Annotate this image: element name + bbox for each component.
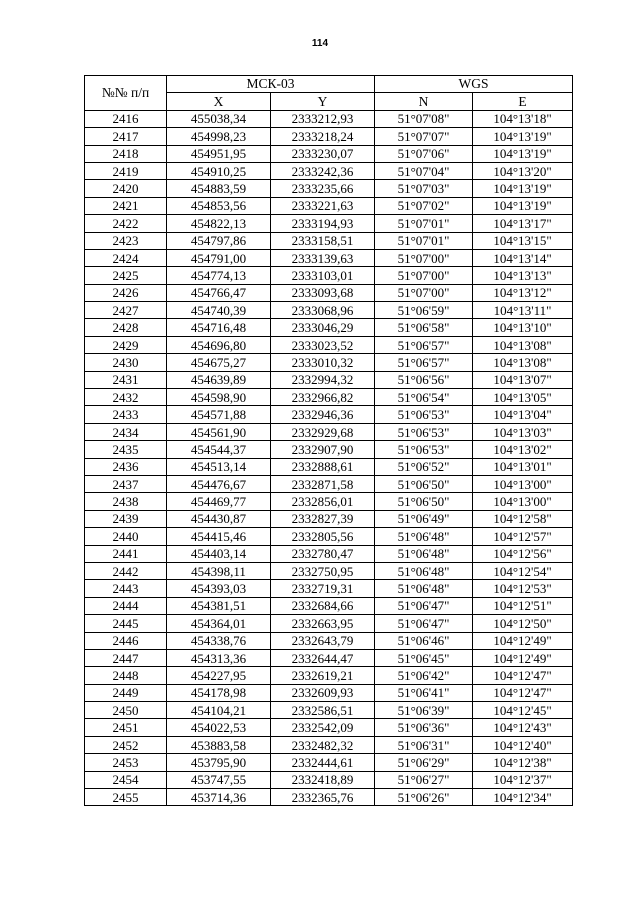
table-row (85, 215, 573, 232)
table-row (85, 475, 573, 492)
cell-x: 454675,27 (167, 354, 271, 371)
cell-e: 104°13'15" (473, 232, 573, 249)
cell-n: 51°07'00" (375, 284, 473, 301)
cell-x: 454430,87 (167, 510, 271, 527)
cell-y: 2333218,24 (271, 128, 375, 145)
cell-point-number: 2455 (85, 789, 167, 806)
table-row (85, 371, 573, 388)
table-row (85, 545, 573, 562)
cell-n: 51°06'48" (375, 580, 473, 597)
cell-point-number: 2426 (85, 284, 167, 301)
cell-x: 454313,36 (167, 649, 271, 666)
cell-x: 453795,90 (167, 754, 271, 771)
cell-y: 2332586,51 (271, 702, 375, 719)
cell-y: 2332805,56 (271, 528, 375, 545)
table-row (85, 736, 573, 753)
cell-x: 454561,90 (167, 423, 271, 440)
cell-y: 2332643,79 (271, 632, 375, 649)
cell-n: 51°07'01" (375, 215, 473, 232)
cell-point-number: 2430 (85, 354, 167, 371)
cell-y: 2333158,51 (271, 232, 375, 249)
cell-point-number: 2421 (85, 197, 167, 214)
table-row (85, 354, 573, 371)
header-n: N (375, 93, 473, 110)
cell-point-number: 2420 (85, 180, 167, 197)
cell-x: 454791,00 (167, 249, 271, 266)
cell-x: 454398,11 (167, 562, 271, 579)
table-row (85, 389, 573, 406)
cell-x: 454571,88 (167, 406, 271, 423)
cell-e: 104°13'19" (473, 128, 573, 145)
cell-e: 104°13'00" (473, 475, 573, 492)
cell-n: 51°06'26" (375, 789, 473, 806)
cell-x: 454415,46 (167, 528, 271, 545)
cell-e: 104°12'45" (473, 702, 573, 719)
cell-e: 104°13'05" (473, 389, 573, 406)
cell-x: 454696,80 (167, 336, 271, 353)
cell-point-number: 2446 (85, 632, 167, 649)
cell-x: 454338,76 (167, 632, 271, 649)
header-group-msk: МСК-03 (167, 76, 375, 93)
cell-y: 2332719,31 (271, 580, 375, 597)
cell-x: 454513,14 (167, 458, 271, 475)
cell-x: 454822,13 (167, 215, 271, 232)
cell-point-number: 2442 (85, 562, 167, 579)
cell-y: 2332827,39 (271, 510, 375, 527)
cell-n: 51°06'48" (375, 528, 473, 545)
cell-n: 51°06'47" (375, 597, 473, 614)
cell-x: 454766,47 (167, 284, 271, 301)
cell-y: 2333212,93 (271, 110, 375, 127)
cell-x: 454178,98 (167, 684, 271, 701)
cell-point-number: 2432 (85, 389, 167, 406)
cell-y: 2332871,58 (271, 475, 375, 492)
cell-e: 104°12'56" (473, 545, 573, 562)
cell-y: 2332907,90 (271, 441, 375, 458)
cell-point-number: 2425 (85, 267, 167, 284)
table-row (85, 423, 573, 440)
cell-y: 2332644,47 (271, 649, 375, 666)
cell-n: 51°06'59" (375, 302, 473, 319)
cell-e: 104°13'04" (473, 406, 573, 423)
cell-n: 51°06'52" (375, 458, 473, 475)
cell-e: 104°13'01" (473, 458, 573, 475)
cell-n: 51°06'46" (375, 632, 473, 649)
cell-x: 453883,58 (167, 736, 271, 753)
cell-x: 454998,23 (167, 128, 271, 145)
cell-n: 51°06'56" (375, 371, 473, 388)
cell-point-number: 2441 (85, 545, 167, 562)
cell-y: 2332482,32 (271, 736, 375, 753)
table-row (85, 110, 573, 127)
cell-y: 2332542,09 (271, 719, 375, 736)
cell-n: 51°07'00" (375, 249, 473, 266)
cell-y: 2333221,63 (271, 197, 375, 214)
cell-e: 104°12'37" (473, 771, 573, 788)
cell-e: 104°13'19" (473, 180, 573, 197)
cell-x: 454598,90 (167, 389, 271, 406)
cell-y: 2332444,61 (271, 754, 375, 771)
cell-y: 2332750,95 (271, 562, 375, 579)
cell-n: 51°06'42" (375, 667, 473, 684)
table-row (85, 302, 573, 319)
table-row (85, 441, 573, 458)
cell-n: 51°06'49" (375, 510, 473, 527)
cell-e: 104°12'49" (473, 632, 573, 649)
table-row (85, 580, 573, 597)
table-row (85, 458, 573, 475)
header-row-groups (85, 76, 573, 93)
cell-e: 104°13'02" (473, 441, 573, 458)
cell-n: 51°06'54" (375, 389, 473, 406)
cell-point-number: 2431 (85, 371, 167, 388)
cell-y: 2332609,93 (271, 684, 375, 701)
cell-x: 454381,51 (167, 597, 271, 614)
table-row (85, 789, 573, 806)
cell-y: 2333010,32 (271, 354, 375, 371)
table-row (85, 632, 573, 649)
cell-x: 453747,55 (167, 771, 271, 788)
cell-n: 51°07'01" (375, 232, 473, 249)
table-row (85, 336, 573, 353)
cell-n: 51°06'53" (375, 423, 473, 440)
cell-y: 2332780,47 (271, 545, 375, 562)
cell-n: 51°06'41" (375, 684, 473, 701)
table-row (85, 162, 573, 179)
cell-point-number: 2452 (85, 736, 167, 753)
cell-e: 104°12'58" (473, 510, 573, 527)
cell-y: 2333230,07 (271, 145, 375, 162)
cell-x: 454393,03 (167, 580, 271, 597)
cell-x: 454544,37 (167, 441, 271, 458)
cell-point-number: 2443 (85, 580, 167, 597)
table-row (85, 232, 573, 249)
table-row (85, 267, 573, 284)
table-row (85, 649, 573, 666)
cell-n: 51°07'03" (375, 180, 473, 197)
table-row (85, 702, 573, 719)
table-row (85, 284, 573, 301)
header-x: X (167, 93, 271, 110)
cell-x: 454639,89 (167, 371, 271, 388)
cell-n: 51°06'58" (375, 319, 473, 336)
table-row (85, 684, 573, 701)
cell-n: 51°06'31" (375, 736, 473, 753)
cell-x: 454022,53 (167, 719, 271, 736)
cell-y: 2332929,68 (271, 423, 375, 440)
cell-point-number: 2448 (85, 667, 167, 684)
cell-y: 2332888,61 (271, 458, 375, 475)
cell-x: 454476,67 (167, 475, 271, 492)
cell-n: 51°07'08" (375, 110, 473, 127)
cell-e: 104°12'57" (473, 528, 573, 545)
cell-point-number: 2439 (85, 510, 167, 527)
table-row (85, 180, 573, 197)
cell-y: 2333023,52 (271, 336, 375, 353)
cell-point-number: 2454 (85, 771, 167, 788)
cell-point-number: 2438 (85, 493, 167, 510)
cell-e: 104°13'20" (473, 162, 573, 179)
table-row (85, 406, 573, 423)
cell-point-number: 2450 (85, 702, 167, 719)
table-row (85, 615, 573, 632)
table-header (85, 76, 573, 111)
cell-point-number: 2419 (85, 162, 167, 179)
cell-n: 51°07'06" (375, 145, 473, 162)
cell-point-number: 2451 (85, 719, 167, 736)
table-row (85, 197, 573, 214)
cell-n: 51°06'39" (375, 702, 473, 719)
cell-x: 454740,39 (167, 302, 271, 319)
cell-point-number: 2447 (85, 649, 167, 666)
cell-y: 2333139,63 (271, 249, 375, 266)
cell-n: 51°06'53" (375, 441, 473, 458)
cell-e: 104°12'47" (473, 667, 573, 684)
cell-x: 454910,25 (167, 162, 271, 179)
cell-x: 454104,21 (167, 702, 271, 719)
cell-x: 454797,86 (167, 232, 271, 249)
cell-point-number: 2444 (85, 597, 167, 614)
cell-e: 104°13'08" (473, 336, 573, 353)
header-point-number: №№ п/п (85, 76, 167, 111)
cell-n: 51°07'04" (375, 162, 473, 179)
cell-point-number: 2449 (85, 684, 167, 701)
table-row (85, 562, 573, 579)
cell-n: 51°06'50" (375, 493, 473, 510)
cell-point-number: 2435 (85, 441, 167, 458)
cell-e: 104°13'13" (473, 267, 573, 284)
cell-y: 2332966,82 (271, 389, 375, 406)
table-row (85, 771, 573, 788)
cell-x: 455038,34 (167, 110, 271, 127)
cell-e: 104°13'03" (473, 423, 573, 440)
cell-e: 104°12'34" (473, 789, 573, 806)
table-row (85, 719, 573, 736)
cell-y: 2333242,36 (271, 162, 375, 179)
cell-e: 104°13'19" (473, 197, 573, 214)
page-number: 114 (311, 38, 329, 49)
table-row (85, 667, 573, 684)
cell-y: 2332684,66 (271, 597, 375, 614)
cell-x: 454951,95 (167, 145, 271, 162)
cell-x: 454227,95 (167, 667, 271, 684)
cell-n: 51°06'53" (375, 406, 473, 423)
cell-n: 51°06'48" (375, 562, 473, 579)
cell-point-number: 2433 (85, 406, 167, 423)
cell-point-number: 2428 (85, 319, 167, 336)
cell-x: 454883,59 (167, 180, 271, 197)
cell-e: 104°12'53" (473, 580, 573, 597)
cell-e: 104°13'10" (473, 319, 573, 336)
cell-e: 104°13'11" (473, 302, 573, 319)
cell-e: 104°12'38" (473, 754, 573, 771)
header-e: E (473, 93, 573, 110)
cell-y: 2333235,66 (271, 180, 375, 197)
table-row (85, 493, 573, 510)
cell-point-number: 2417 (85, 128, 167, 145)
cell-e: 104°13'07" (473, 371, 573, 388)
cell-x: 453714,36 (167, 789, 271, 806)
cell-point-number: 2434 (85, 423, 167, 440)
cell-point-number: 2429 (85, 336, 167, 353)
cell-e: 104°12'54" (473, 562, 573, 579)
header-y: Y (271, 93, 375, 110)
cell-y: 2333093,68 (271, 284, 375, 301)
table-row (85, 597, 573, 614)
cell-y: 2333103,01 (271, 267, 375, 284)
cell-n: 51°06'29" (375, 754, 473, 771)
cell-y: 2332418,89 (271, 771, 375, 788)
cell-y: 2333046,29 (271, 319, 375, 336)
cell-x: 454364,01 (167, 615, 271, 632)
cell-n: 51°06'48" (375, 545, 473, 562)
table-row (85, 510, 573, 527)
cell-n: 51°06'50" (375, 475, 473, 492)
coordinates-table (84, 75, 573, 806)
cell-n: 51°06'47" (375, 615, 473, 632)
cell-e: 104°12'49" (473, 649, 573, 666)
cell-e: 104°12'51" (473, 597, 573, 614)
table-row (85, 319, 573, 336)
header-group-wgs: WGS (375, 76, 573, 93)
cell-x: 454853,56 (167, 197, 271, 214)
cell-e: 104°12'40" (473, 736, 573, 753)
cell-point-number: 2418 (85, 145, 167, 162)
cell-y: 2332994,32 (271, 371, 375, 388)
cell-point-number: 2416 (85, 110, 167, 127)
cell-point-number: 2427 (85, 302, 167, 319)
cell-x: 454716,48 (167, 319, 271, 336)
cell-n: 51°06'57" (375, 336, 473, 353)
cell-n: 51°07'07" (375, 128, 473, 145)
cell-y: 2333194,93 (271, 215, 375, 232)
cell-y: 2332856,01 (271, 493, 375, 510)
cell-n: 51°06'45" (375, 649, 473, 666)
cell-point-number: 2424 (85, 249, 167, 266)
cell-e: 104°12'43" (473, 719, 573, 736)
cell-e: 104°13'18" (473, 110, 573, 127)
table-row (85, 528, 573, 545)
cell-n: 51°07'02" (375, 197, 473, 214)
cell-x: 454403,14 (167, 545, 271, 562)
cell-point-number: 2445 (85, 615, 167, 632)
cell-e: 104°13'19" (473, 145, 573, 162)
cell-e: 104°13'17" (473, 215, 573, 232)
cell-y: 2332946,36 (271, 406, 375, 423)
cell-point-number: 2440 (85, 528, 167, 545)
table-row (85, 754, 573, 771)
cell-e: 104°13'00" (473, 493, 573, 510)
cell-e: 104°12'50" (473, 615, 573, 632)
cell-e: 104°13'14" (473, 249, 573, 266)
cell-e: 104°13'08" (473, 354, 573, 371)
table-row (85, 249, 573, 266)
cell-y: 2333068,96 (271, 302, 375, 319)
cell-y: 2332365,76 (271, 789, 375, 806)
cell-point-number: 2422 (85, 215, 167, 232)
cell-point-number: 2436 (85, 458, 167, 475)
cell-point-number: 2437 (85, 475, 167, 492)
cell-x: 454469,77 (167, 493, 271, 510)
cell-e: 104°12'47" (473, 684, 573, 701)
cell-y: 2332619,21 (271, 667, 375, 684)
cell-n: 51°07'00" (375, 267, 473, 284)
cell-x: 454774,13 (167, 267, 271, 284)
cell-n: 51°06'36" (375, 719, 473, 736)
cell-e: 104°13'12" (473, 284, 573, 301)
table-row (85, 145, 573, 162)
table-body (85, 110, 573, 806)
cell-y: 2332663,95 (271, 615, 375, 632)
cell-point-number: 2423 (85, 232, 167, 249)
table-row (85, 128, 573, 145)
cell-n: 51°06'57" (375, 354, 473, 371)
cell-point-number: 2453 (85, 754, 167, 771)
cell-n: 51°06'27" (375, 771, 473, 788)
